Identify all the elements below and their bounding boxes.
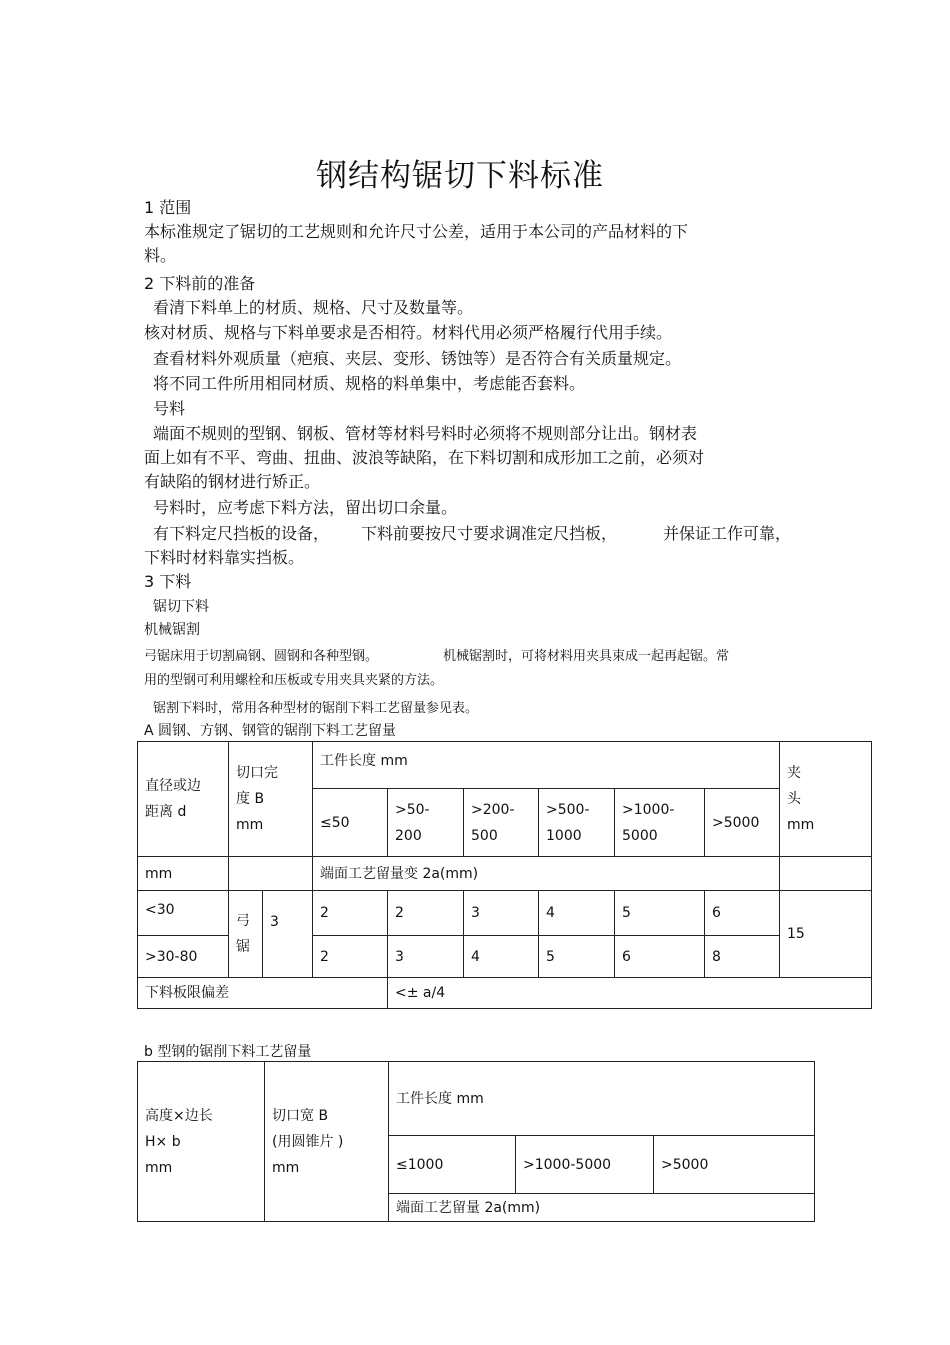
range-cell: >5000 <box>654 1136 815 1194</box>
value-cell: 5 <box>539 936 615 978</box>
allowance-header: 端面工艺留量变 2a(mm) <box>313 857 780 891</box>
header-kerf-width: 切口完 度 B mm <box>229 742 313 857</box>
saw-type: 弓 锯 <box>229 891 263 978</box>
table-a <box>137 741 872 1009</box>
header-length: 工件长度 mm <box>389 1062 815 1136</box>
section-2-text: 核对材质、规格与下料单要求是否相符。材料代用必须严格履行代用手续。 <box>144 323 673 342</box>
section-3-subheading: 锯切下料 <box>153 599 209 615</box>
header-kerf-width: 切口宽 B (用圆锥片 ) mm <box>265 1062 389 1222</box>
page-title: 钢结构锯切下料标准 <box>316 158 604 194</box>
section-2-text: 有缺陷的钢材进行矫正。 <box>144 472 321 491</box>
value-cell: 4 <box>464 936 539 978</box>
unit-cell: mm <box>138 857 229 891</box>
range-cell: >5000 <box>705 789 780 857</box>
section-2-text: 将不同工件所用相同材质、规格的料单集中，考虑能否套料。 <box>153 374 586 393</box>
range-cell: >500- 1000 <box>539 789 615 857</box>
table-b-caption: b 型钢的锯削下料工艺留量 <box>144 1044 312 1060</box>
section-3-heading: 3 下料 <box>144 572 192 591</box>
clamp-value: 15 <box>780 891 872 978</box>
row-label: <30 <box>138 891 229 936</box>
section-2-text: 号料 <box>153 399 186 418</box>
empty-cell <box>229 857 313 891</box>
kerf-value: 3 <box>263 891 313 978</box>
header-length: 工件长度 mm <box>313 742 780 789</box>
tolerance-label: 下料板限偏差 <box>138 978 388 1009</box>
value-cell: 2 <box>313 891 388 936</box>
table-b <box>137 1061 815 1222</box>
value-cell: 2 <box>313 936 388 978</box>
section-3-text: 用的型钢可利用螺栓和压板或专用夹具夹紧的方法。 <box>144 673 444 688</box>
value-cell: 8 <box>705 936 780 978</box>
section-3-text: 机械锯割时，可将材料用夹具束成一起再起锯。常 <box>443 649 730 664</box>
section-2-text: 查看材料外观质量（疤痕、夹层、变形、锈蚀等）是否符合有关质量规定。 <box>153 349 682 368</box>
section-2-text: 面上如有不平、弯曲、扭曲、波浪等缺陷，在下料切割和成形加工之前，必须对 <box>144 448 705 467</box>
range-cell: ≤1000 <box>389 1136 516 1194</box>
range-cell: >1000- 5000 <box>615 789 705 857</box>
value-cell: 6 <box>615 936 705 978</box>
value-cell: 6 <box>705 891 780 936</box>
section-3-text: 弓锯床用于切割扁钢、圆钢和各种型钢。 <box>144 649 379 664</box>
row-label: >30-80 <box>138 936 229 978</box>
section-3-subheading: 机械锯割 <box>144 622 200 638</box>
empty-cell <box>780 857 872 891</box>
range-cell: >200- 500 <box>464 789 539 857</box>
section-2-text: 看清下料单上的材质、规格、尺寸及数量等。 <box>153 298 474 317</box>
section-2-text: 有下料定尺挡板的设备， <box>153 524 330 543</box>
section-3-text: 锯割下料时，常用各种型材的锯削下料工艺留量参见表。 <box>153 701 479 716</box>
section-1-text: 本标准规定了锯切的工艺规则和允许尺寸公差，适用于本公司的产品材料的下 <box>144 222 689 241</box>
range-cell: >1000-5000 <box>516 1136 654 1194</box>
range-cell: ≤50 <box>313 789 388 857</box>
value-cell: 3 <box>464 891 539 936</box>
section-1-heading: 1 范围 <box>144 198 192 217</box>
value-cell: 2 <box>388 891 464 936</box>
value-cell: 4 <box>539 891 615 936</box>
range-cell: >50- 200 <box>388 789 464 857</box>
tolerance-value: <± a/4 <box>388 978 872 1009</box>
section-2-text: 下料时材料靠实挡板。 <box>144 548 305 567</box>
section-2-text: 并保证工作可靠， <box>663 524 792 543</box>
value-cell: 3 <box>388 936 464 978</box>
table-a-caption: A 圆钢、方钢、钢管的锯削下料工艺留量 <box>144 723 397 739</box>
allowance-header: 端面工艺留量 2a(mm) <box>389 1194 815 1222</box>
section-2-text: 端面不规则的型钢、钢板、管材等材料号料时必须将不规则部分让出。钢材表 <box>153 424 698 443</box>
value-cell: 5 <box>615 891 705 936</box>
header-height-width: 高度×边长 H× b mm <box>138 1062 265 1222</box>
header-clamp: 夹 头 mm <box>780 742 872 857</box>
section-1-text: 料。 <box>144 246 177 265</box>
section-2-text: 下料前要按尺寸要求调准定尺挡板， <box>361 524 618 543</box>
section-2-text: 号料时，应考虑下料方法，留出切口余量。 <box>153 498 458 517</box>
header-diameter: 直径或边 距离 d <box>138 742 229 857</box>
section-2-heading: 2 下料前的准备 <box>144 274 256 293</box>
